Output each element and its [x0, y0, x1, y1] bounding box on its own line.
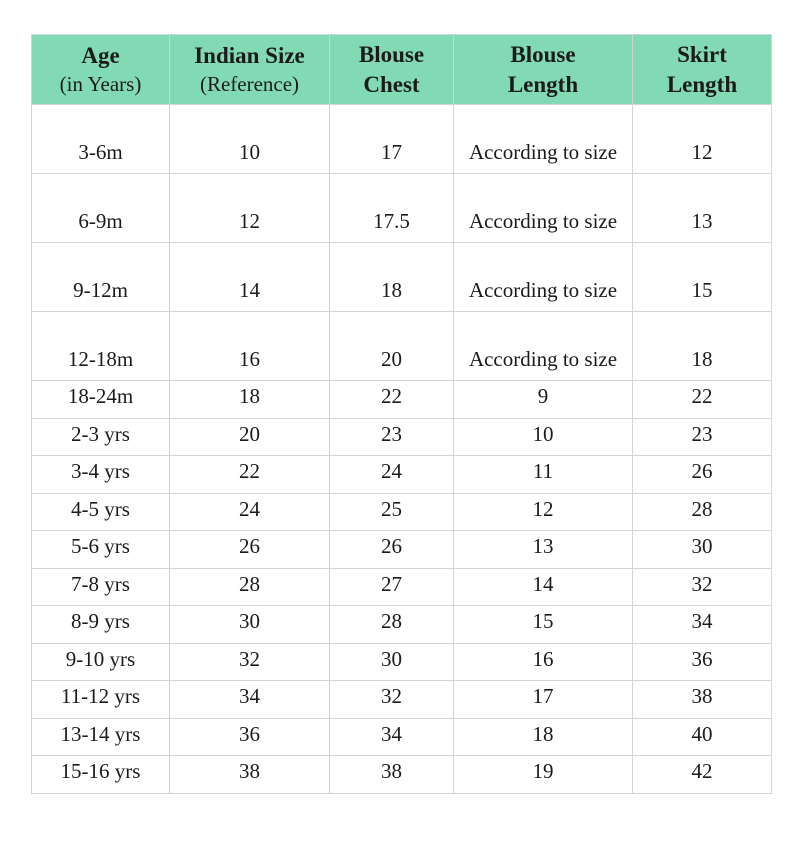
cell-blouse-chest: [330, 174, 454, 243]
table-row: [32, 312, 772, 381]
cell-blouse-length: [454, 718, 633, 756]
cell-age: [32, 643, 170, 681]
cell-age: [32, 681, 170, 719]
cell-skirt-length: [633, 312, 772, 381]
cell-indian-size: [170, 243, 330, 312]
table-row: [32, 105, 772, 174]
cell-text: 14: [239, 277, 260, 302]
table-row: [32, 756, 772, 794]
cell-blouse-length: [454, 456, 633, 494]
table-row: [32, 418, 772, 456]
cell-blouse-chest: [330, 568, 454, 606]
cell-blouse-chest: [330, 418, 454, 456]
header-cell-blouse-chest: [330, 35, 454, 105]
cell-text: 30: [239, 609, 260, 633]
header-skirt-length-line2: Length: [666, 71, 738, 97]
cell-text: 13: [532, 534, 554, 558]
cell-blouse-chest: [330, 643, 454, 681]
cell-skirt-length: [633, 418, 772, 456]
cell-text: According to size: [468, 346, 618, 371]
cell-indian-size: [170, 174, 330, 243]
header-cell-skirt-length: [633, 35, 772, 105]
cell-text: 36: [239, 721, 260, 746]
cell-text: 12: [239, 208, 260, 233]
cell-text: 9-10 yrs: [65, 646, 136, 671]
cell-blouse-length: [454, 568, 633, 606]
cell-blouse-length: [454, 105, 633, 174]
cell-skirt-length: [633, 531, 772, 569]
cell-text: 19: [532, 759, 554, 783]
cell-text: 20: [239, 421, 260, 446]
cell-text: 30: [691, 534, 713, 558]
cell-text: 30: [381, 646, 402, 671]
cell-text: 17: [532, 684, 554, 708]
header-row: [32, 35, 772, 105]
cell-blouse-length: [454, 643, 633, 681]
cell-age: [32, 606, 170, 644]
cell-skirt-length: [633, 643, 772, 681]
cell-text: 34: [381, 721, 402, 746]
cell-text: 15: [691, 277, 713, 302]
table-row: [32, 568, 772, 606]
cell-text: 16: [239, 346, 260, 371]
cell-text: 38: [239, 759, 260, 783]
cell-text: 32: [239, 646, 260, 671]
cell-age: [32, 456, 170, 494]
header-cell-indian-size: [170, 35, 330, 105]
cell-text: 34: [239, 684, 260, 708]
cell-blouse-chest: [330, 243, 454, 312]
cell-indian-size: [170, 606, 330, 644]
cell-text: 13: [691, 208, 713, 233]
table-row: [32, 174, 772, 243]
header-indian-size-title: Indian Size: [194, 42, 305, 68]
cell-text: 28: [381, 609, 402, 633]
header-cell-blouse-length: [454, 35, 633, 105]
cell-text: 8-9 yrs: [71, 609, 130, 633]
cell-indian-size: [170, 105, 330, 174]
cell-text: 4-5 yrs: [71, 496, 130, 521]
cell-indian-size: [170, 756, 330, 794]
cell-blouse-chest: [330, 105, 454, 174]
cell-age: [32, 418, 170, 456]
cell-age: [32, 718, 170, 756]
cell-age: [32, 105, 170, 174]
cell-text: 27: [381, 571, 402, 596]
cell-skirt-length: [633, 681, 772, 719]
cell-text: 18: [239, 384, 260, 408]
cell-age: [32, 174, 170, 243]
table-body: [32, 105, 772, 794]
cell-text: 22: [239, 459, 260, 483]
cell-indian-size: [170, 681, 330, 719]
cell-text: 10: [532, 421, 554, 446]
cell-blouse-length: [454, 381, 633, 419]
cell-age: [32, 312, 170, 381]
cell-text: 10: [239, 139, 260, 164]
cell-blouse-chest: [330, 312, 454, 381]
cell-text: 24: [381, 459, 402, 483]
cell-text: 9: [537, 384, 549, 408]
cell-text: According to size: [468, 277, 618, 302]
cell-age: [32, 381, 170, 419]
cell-text: 17: [381, 139, 402, 164]
table-row: [32, 493, 772, 531]
cell-age: [32, 493, 170, 531]
cell-text: 26: [381, 534, 402, 558]
cell-text: According to size: [468, 139, 618, 164]
cell-text: 38: [691, 684, 713, 708]
cell-indian-size: [170, 381, 330, 419]
cell-text: 6-9m: [78, 208, 123, 233]
cell-text: 11-12 yrs: [60, 684, 141, 708]
cell-text: 12: [532, 496, 554, 521]
cell-text: 42: [691, 759, 713, 783]
cell-skirt-length: [633, 174, 772, 243]
cell-blouse-length: [454, 418, 633, 456]
header-blouse-length-line2: Length: [507, 71, 579, 97]
cell-indian-size: [170, 643, 330, 681]
cell-text: 32: [381, 684, 402, 708]
cell-blouse-length: [454, 243, 633, 312]
cell-blouse-length: [454, 531, 633, 569]
table-row: [32, 381, 772, 419]
cell-text: 22: [691, 384, 713, 408]
cell-text: 14: [532, 571, 554, 596]
cell-indian-size: [170, 456, 330, 494]
table-row: [32, 643, 772, 681]
cell-blouse-chest: [330, 756, 454, 794]
cell-skirt-length: [633, 493, 772, 531]
cell-skirt-length: [633, 243, 772, 312]
cell-blouse-chest: [330, 456, 454, 494]
header-blouse-length-line1: Blouse: [510, 41, 576, 67]
header-age-title: Age: [81, 42, 120, 68]
header-indian-size-subtitle: (Reference): [199, 71, 300, 96]
cell-blouse-chest: [330, 381, 454, 419]
table-row: [32, 606, 772, 644]
header-blouse-chest-line2: Chest: [363, 71, 420, 97]
cell-text: According to size: [468, 208, 618, 233]
size-chart-table: [31, 34, 772, 794]
cell-text: 18-24m: [67, 384, 134, 408]
header-skirt-length-line1: Skirt: [677, 41, 727, 67]
cell-indian-size: [170, 493, 330, 531]
cell-text: 23: [381, 421, 402, 446]
cell-text: 15: [532, 609, 554, 633]
cell-indian-size: [170, 418, 330, 456]
cell-indian-size: [170, 531, 330, 569]
cell-text: 13-14 yrs: [60, 721, 141, 746]
cell-skirt-length: [633, 105, 772, 174]
header-age-subtitle: (in Years): [59, 71, 142, 96]
header-cell-age: [32, 35, 170, 105]
cell-text: 28: [239, 571, 260, 596]
cell-text: 12: [691, 139, 713, 164]
cell-indian-size: [170, 568, 330, 606]
cell-text: 11: [532, 459, 554, 483]
cell-text: 3-4 yrs: [71, 459, 130, 483]
cell-text: 17.5: [373, 208, 410, 233]
cell-blouse-length: [454, 681, 633, 719]
cell-blouse-chest: [330, 681, 454, 719]
cell-blouse-chest: [330, 718, 454, 756]
cell-blouse-length: [454, 756, 633, 794]
table-row: [32, 531, 772, 569]
cell-age: [32, 531, 170, 569]
cell-text: 16: [532, 646, 554, 671]
cell-text: 24: [239, 496, 260, 521]
cell-text: 7-8 yrs: [71, 571, 130, 596]
cell-indian-size: [170, 312, 330, 381]
table-row: [32, 681, 772, 719]
cell-skirt-length: [633, 718, 772, 756]
cell-text: 32: [691, 571, 713, 596]
cell-text: 5-6 yrs: [71, 534, 130, 558]
cell-text: 3-6m: [78, 139, 123, 164]
table-row: [32, 243, 772, 312]
cell-skirt-length: [633, 456, 772, 494]
cell-text: 18: [381, 277, 402, 302]
cell-blouse-chest: [330, 493, 454, 531]
cell-text: 34: [691, 609, 713, 633]
table-row: [32, 456, 772, 494]
cell-text: 25: [381, 496, 402, 521]
cell-age: [32, 756, 170, 794]
cell-age: [32, 568, 170, 606]
cell-blouse-length: [454, 174, 633, 243]
cell-text: 40: [691, 721, 713, 746]
cell-skirt-length: [633, 568, 772, 606]
cell-indian-size: [170, 718, 330, 756]
cell-text: 26: [239, 534, 260, 558]
cell-blouse-length: [454, 606, 633, 644]
cell-skirt-length: [633, 756, 772, 794]
cell-text: 18: [532, 721, 554, 746]
cell-skirt-length: [633, 606, 772, 644]
cell-text: 2-3 yrs: [71, 421, 130, 446]
cell-text: 26: [691, 459, 713, 483]
cell-age: [32, 243, 170, 312]
cell-text: 23: [691, 421, 713, 446]
cell-text: 15-16 yrs: [60, 759, 141, 783]
cell-blouse-chest: [330, 531, 454, 569]
cell-text: 18: [691, 346, 713, 371]
cell-blouse-chest: [330, 606, 454, 644]
cell-text: 22: [381, 384, 402, 408]
cell-blouse-length: [454, 312, 633, 381]
cell-blouse-length: [454, 493, 633, 531]
cell-skirt-length: [633, 381, 772, 419]
table-row: [32, 718, 772, 756]
cell-text: 12-18m: [67, 346, 134, 371]
cell-text: 28: [691, 496, 713, 521]
cell-text: 38: [381, 759, 402, 783]
cell-text: 36: [691, 646, 713, 671]
cell-text: 20: [381, 346, 402, 371]
header-blouse-chest-line1: Blouse: [358, 41, 425, 67]
cell-text: 9-12m: [73, 277, 128, 302]
